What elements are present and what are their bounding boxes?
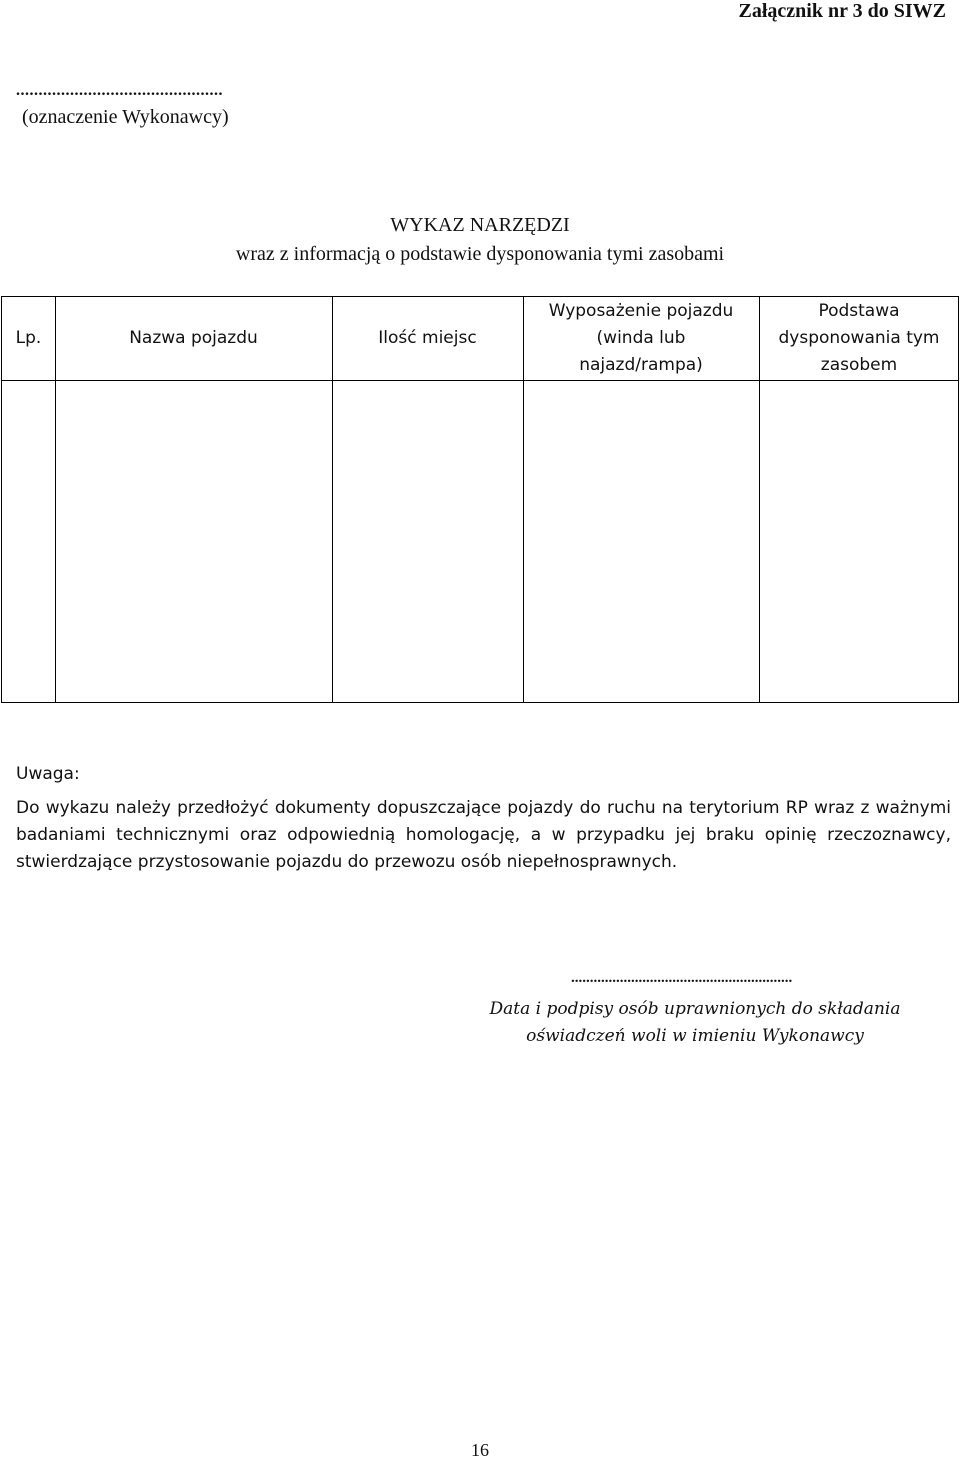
contractor-label: (oznaczenie Wykonawcy) — [22, 106, 229, 128]
header-disposal-basis: Podstawa dysponowania tym zasobem — [778, 301, 940, 375]
header-lp: Lp. — [15, 328, 42, 348]
note-label: Uwaga: — [16, 764, 80, 784]
header-vehicle-name: Nazwa pojazdu — [129, 328, 258, 348]
table-cell-vehicle-name[interactable] — [56, 381, 332, 702]
header-seat-count: Ilość miejsc — [378, 328, 477, 348]
table-cell-disposal-basis[interactable] — [760, 381, 958, 702]
signature-caption-line1: Data i podpisy osób uprawnionych do składania — [489, 999, 901, 1019]
signature-caption — [480, 996, 910, 1050]
note-text: Do wykazu należy przedłożyć dokumenty dopuszczające pojazdy do ruchu na terytorium RP wraz z ważnymi badaniami technicznymi oraz odpowiednią homologację, a w przypadku jej braku opinię rzeczoznawcy, stwierdzające przystosowanie pojazdu do przewozu osób niepełnosprawnych. — [16, 798, 951, 872]
page-number: 16 — [471, 1440, 489, 1460]
document-title: WYKAZ NARZĘDZI — [390, 214, 570, 236]
table-cell-seat-count[interactable] — [333, 381, 523, 702]
table-cell-vehicle-equipment[interactable] — [524, 381, 759, 702]
attachment-label: Załącznik nr 3 do SIWZ — [738, 0, 946, 22]
equipment-table — [1, 296, 959, 703]
signature-caption-line2: oświadczeń woli w imieniu Wykonawcy — [526, 1026, 864, 1046]
document-subtitle: wraz z informacją o podstawie dysponowania tymi zasobami — [235, 243, 725, 265]
contractor-dots: .............................................. — [16, 82, 223, 99]
signature-dots: ........................................................... — [571, 970, 793, 986]
table-cell-lp[interactable] — [2, 381, 55, 702]
header-vehicle-equipment: Wyposażenie pojazdu (winda lub najazd/rampa) — [548, 301, 734, 375]
